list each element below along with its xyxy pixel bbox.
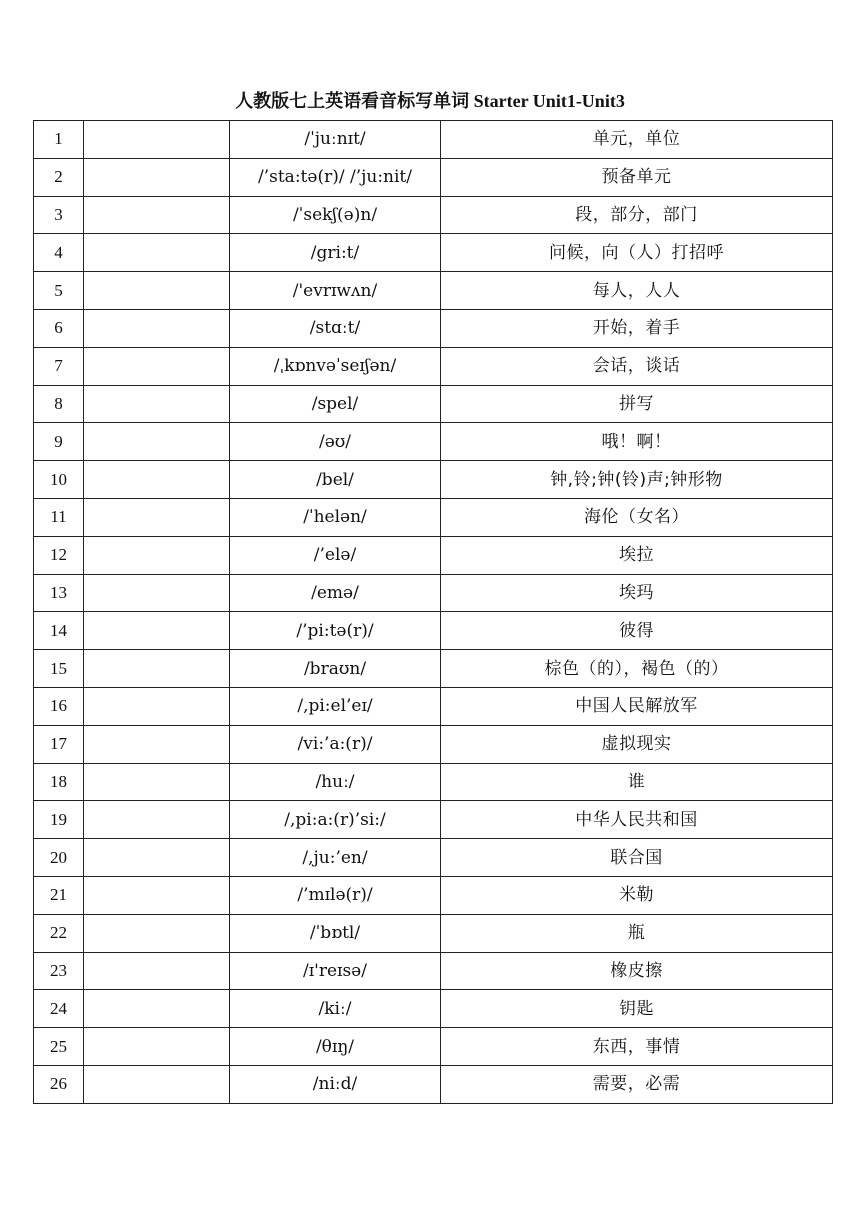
phonetic-cell: /niːd/ (230, 1065, 441, 1103)
row-number: 6 (34, 309, 84, 347)
word-answer-cell[interactable] (84, 952, 230, 990)
word-answer-cell[interactable] (84, 1028, 230, 1066)
row-number: 2 (34, 158, 84, 196)
phonetic-cell: /,pi:a:(r)’si:/ (230, 801, 441, 839)
row-number: 1 (34, 121, 84, 159)
word-answer-cell[interactable] (84, 650, 230, 688)
word-answer-cell[interactable] (84, 234, 230, 272)
word-answer-cell[interactable] (84, 725, 230, 763)
meaning-cell: 问候，向（人）打招呼 (441, 234, 833, 272)
meaning-cell: 彼得 (441, 612, 833, 650)
table-row (34, 121, 833, 159)
word-answer-cell[interactable] (84, 196, 230, 234)
meaning-cell: 需要，必需 (441, 1065, 833, 1103)
meaning-cell: 东西，事情 (441, 1028, 833, 1066)
phonetic-cell: /'evrɪwʌn/ (230, 272, 441, 310)
row-number: 21 (34, 876, 84, 914)
word-answer-cell[interactable] (84, 498, 230, 536)
table-row (34, 309, 833, 347)
phonetic-cell: /θɪŋ/ (230, 1028, 441, 1066)
table-row (34, 763, 833, 801)
meaning-cell: 埃拉 (441, 536, 833, 574)
word-answer-cell[interactable] (84, 272, 230, 310)
meaning-cell: 橡皮擦 (441, 952, 833, 990)
phonetic-cell: /ˈbɒtl/ (230, 914, 441, 952)
word-answer-cell[interactable] (84, 763, 230, 801)
row-number: 19 (34, 801, 84, 839)
row-number: 20 (34, 839, 84, 877)
table-row (34, 498, 833, 536)
phonetic-cell: /huː/ (230, 763, 441, 801)
table-row (34, 650, 833, 688)
word-answer-cell[interactable] (84, 839, 230, 877)
meaning-cell: 中华人民共和国 (441, 801, 833, 839)
phonetic-cell: /spel/ (230, 385, 441, 423)
phonetic-cell: /bel/ (230, 461, 441, 499)
phonetic-cell: /ˈsekʃ(ə)n/ (230, 196, 441, 234)
meaning-cell: 棕色（的），褐色（的） (441, 650, 833, 688)
phonetic-cell: /əʊ/ (230, 423, 441, 461)
row-number: 16 (34, 687, 84, 725)
phonetic-cell: /kiː/ (230, 990, 441, 1028)
meaning-cell: 单元，单位 (441, 121, 833, 159)
meaning-cell: 瓶 (441, 914, 833, 952)
word-answer-cell[interactable] (84, 385, 230, 423)
meaning-cell: 段，部分，部门 (441, 196, 833, 234)
meaning-cell: 开始，着手 (441, 309, 833, 347)
meaning-cell: 会话，谈话 (441, 347, 833, 385)
phonetic-cell: /,ju:’en/ (230, 839, 441, 877)
row-number: 3 (34, 196, 84, 234)
row-number: 25 (34, 1028, 84, 1066)
table-row (34, 347, 833, 385)
meaning-cell: 钥匙 (441, 990, 833, 1028)
table-row (34, 158, 833, 196)
row-number: 17 (34, 725, 84, 763)
table-row (34, 423, 833, 461)
word-answer-cell[interactable] (84, 687, 230, 725)
row-number: 22 (34, 914, 84, 952)
word-answer-cell[interactable] (84, 612, 230, 650)
word-answer-cell[interactable] (84, 536, 230, 574)
row-number: 24 (34, 990, 84, 1028)
word-answer-cell[interactable] (84, 990, 230, 1028)
row-number: 7 (34, 347, 84, 385)
meaning-cell: 联合国 (441, 839, 833, 877)
word-answer-cell[interactable] (84, 461, 230, 499)
phonetic-cell: /’mɪlə(r)/ (230, 876, 441, 914)
word-answer-cell[interactable] (84, 914, 230, 952)
table-row (34, 461, 833, 499)
row-number: 11 (34, 498, 84, 536)
table-row (34, 272, 833, 310)
row-number: 18 (34, 763, 84, 801)
table-row (34, 234, 833, 272)
meaning-cell: 米勒 (441, 876, 833, 914)
table-row (34, 952, 833, 990)
meaning-cell: 谁 (441, 763, 833, 801)
vocabulary-table (33, 120, 833, 1104)
row-number: 26 (34, 1065, 84, 1103)
table-row (34, 1028, 833, 1066)
meaning-cell: 预备单元 (441, 158, 833, 196)
word-answer-cell[interactable] (84, 876, 230, 914)
row-number: 8 (34, 385, 84, 423)
table-row (34, 196, 833, 234)
phonetic-cell: /’pi:tə(r)/ (230, 612, 441, 650)
word-answer-cell[interactable] (84, 574, 230, 612)
phonetic-cell: /ɪ'reɪsə/ (230, 952, 441, 990)
meaning-cell: 每人，人人 (441, 272, 833, 310)
meaning-cell: 哦！啊！ (441, 423, 833, 461)
table-row (34, 385, 833, 423)
row-number: 14 (34, 612, 84, 650)
table-row (34, 801, 833, 839)
table-row (34, 990, 833, 1028)
meaning-cell: 埃玛 (441, 574, 833, 612)
word-answer-cell[interactable] (84, 158, 230, 196)
meaning-cell: 海伦（女名） (441, 498, 833, 536)
word-answer-cell[interactable] (84, 309, 230, 347)
word-answer-cell[interactable] (84, 801, 230, 839)
phonetic-cell: /ˈhelən/ (230, 498, 441, 536)
table-row (34, 1065, 833, 1103)
row-number: 15 (34, 650, 84, 688)
meaning-cell: 钟,铃;钟(铃)声;钟形物 (441, 461, 833, 499)
word-answer-cell[interactable] (84, 1065, 230, 1103)
meaning-cell: 中国人民解放军 (441, 687, 833, 725)
phonetic-cell: /’sta:tə(r)/ /’ju:nit/ (230, 158, 441, 196)
table-row (34, 725, 833, 763)
phonetic-cell: /emə/ (230, 574, 441, 612)
word-answer-cell[interactable] (84, 347, 230, 385)
table-row (34, 574, 833, 612)
phonetic-cell: /stɑːt/ (230, 309, 441, 347)
row-number: 4 (34, 234, 84, 272)
phonetic-cell: /vi:’a:(r)/ (230, 725, 441, 763)
row-number: 10 (34, 461, 84, 499)
meaning-cell: 拼写 (441, 385, 833, 423)
phonetic-cell: /braʊn/ (230, 650, 441, 688)
phonetic-cell: /ˌkɒnvəˈseɪʃən/ (230, 347, 441, 385)
row-number: 5 (34, 272, 84, 310)
table-row (34, 687, 833, 725)
table-row (34, 914, 833, 952)
table-row (34, 876, 833, 914)
row-number: 12 (34, 536, 84, 574)
row-number: 13 (34, 574, 84, 612)
phonetic-cell: /,pi:el’eɪ/ (230, 687, 441, 725)
table-row (34, 612, 833, 650)
vocabulary-table-body (34, 121, 833, 1104)
row-number: 9 (34, 423, 84, 461)
word-answer-cell[interactable] (84, 121, 230, 159)
phonetic-cell: /gri:t/ (230, 234, 441, 272)
phonetic-cell: /ˈjuːnɪt/ (230, 121, 441, 159)
row-number: 23 (34, 952, 84, 990)
meaning-cell: 虚拟现实 (441, 725, 833, 763)
word-answer-cell[interactable] (84, 423, 230, 461)
table-row (34, 839, 833, 877)
table-row (34, 536, 833, 574)
phonetic-cell: /’elə/ (230, 536, 441, 574)
page-title: 人教版七上英语看音标写单词 Starter Unit1-Unit3 (235, 91, 625, 111)
